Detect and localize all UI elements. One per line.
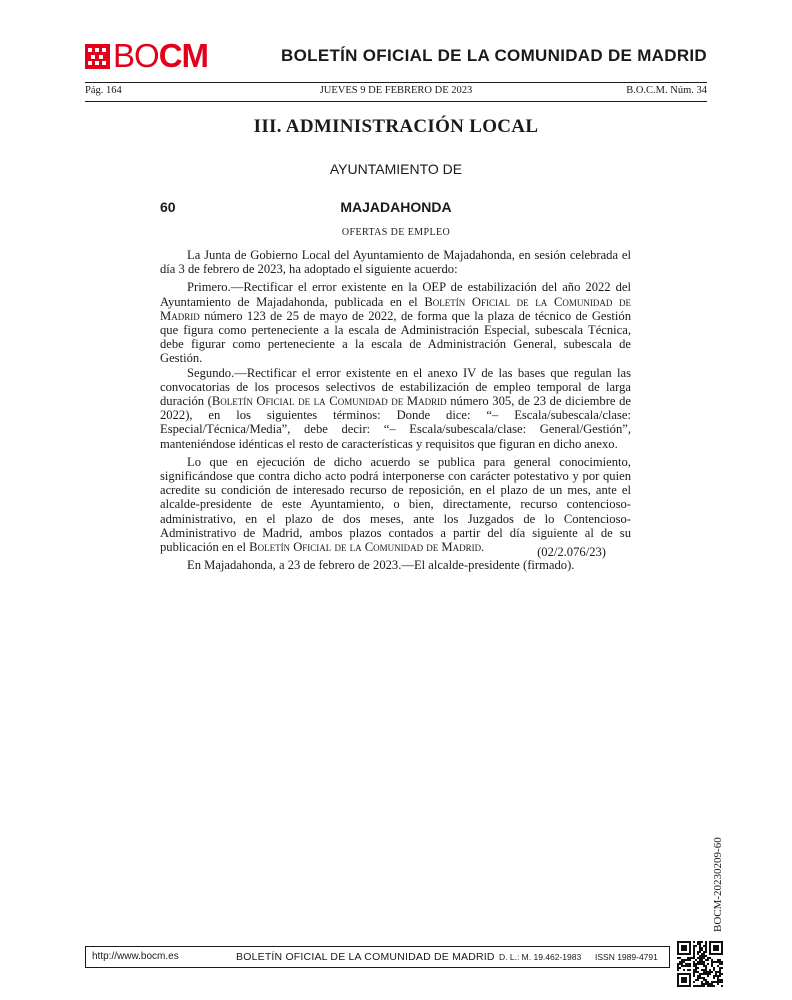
paragraph-signature: En Majadahonda, a 23 de febrero de 2023.—El alcalde-presidente (firmado). xyxy=(187,558,575,573)
footer-title: BOLETÍN OFICIAL DE LA COMUNIDAD DE MADRID xyxy=(236,951,495,963)
document-identifier: BOCM-20230209-60 xyxy=(712,837,724,932)
announcement-category: OFERTAS DE EMPLEO xyxy=(341,227,451,238)
meta-divider xyxy=(85,101,707,102)
issn: ISSN 1989-4791 xyxy=(595,952,658,962)
paragraph-second-resolution: Segundo.—Rectificar el error existente en el anexo IV de las bases que regulan las convocatorias de los procesos selectivos de estabilización de empleo temporal de larga duración (Boletín Oficial de la Comunidad de Madrid número 305, de 23 de diciembre de 2022), en los siguientes términos: Donde dice: “– Escala/subescala/clase: Especial/Técnica/Media”, debe decir: “– Escala/subescala/clase: General/Gestión”, manteniéndose idénticas el resto de características y requisitos que figuran en dicho anexo. xyxy=(160,365,631,451)
municipality-name: MAJADAHONDA xyxy=(340,199,452,215)
qr-code-icon xyxy=(677,941,723,987)
entry-number: 60 xyxy=(160,199,176,215)
bocm-logo xyxy=(85,37,209,74)
issue-date: JUEVES 9 DE FEBRERO DE 2023 xyxy=(319,85,473,96)
bulletin-title: BOLETÍN OFICIAL DE LA COMUNIDAD DE MADRID xyxy=(281,46,707,65)
section-title: III. ADMINISTRACIÓN LOCAL xyxy=(253,116,539,137)
paragraph-first-resolution: Primero.—Rectificar el error existente en la OEP de estabilización del año 2022 del Ayuntamiento de Majadahonda, publicada en el Boletín Oficial de la Comunidad de Madrid número 123 de 25 de mayo de 2022, de forma que la plaza de técnico de Gestión que figura como perteneciente a la escala de Administración Especial, subescala Técnica, debe figurar como perteneciente a la escala de Administración General, subescala de Gestión. xyxy=(160,280,631,366)
ayuntamiento-heading: AYUNTAMIENTO DE xyxy=(329,161,463,177)
announcement-body xyxy=(160,248,631,576)
madrid-stars-icon xyxy=(85,44,110,69)
page-number: Pág. 164 xyxy=(85,85,122,96)
announcement-reference: (02/2.076/23) xyxy=(537,545,606,559)
paragraph-intro: La Junta de Gobierno Local del Ayuntamiento de Majadahonda, en sesión celebrada el día 3 de febrero de 2023, ha adoptado el siguiente acuerdo: xyxy=(160,248,631,277)
issue-meta-row xyxy=(85,85,707,99)
header-divider xyxy=(85,82,707,83)
logo-wordmark: BOCM xyxy=(113,37,209,74)
issue-number: B.O.C.M. Núm. 34 xyxy=(626,85,707,96)
footer-bar xyxy=(85,946,670,968)
legal-deposit: D. L.: M. 19.462-1983 xyxy=(499,952,582,962)
paragraph-appeal-notice: Lo que en ejecución de dicho acuerdo se publica para general conocimiento, significándose que contra dicho acto podrá interponerse con carácter potestativo y por quien acredite su condición de interesado recurso de reposición, en el plazo de un mes, ante el alcalde-presidente de este Ayuntamiento, o bien, directamente, recurso contencioso-administrativo, en el plazo de dos meses, ante los Juzgados de lo Contencioso-Administrativo de Madrid, ambos plazos contados a partir del día siguiente al de su publicación en el Boletín Oficial de la Comunidad de Madrid. xyxy=(160,454,631,555)
website-link[interactable]: http://www.bocm.es xyxy=(92,951,179,962)
